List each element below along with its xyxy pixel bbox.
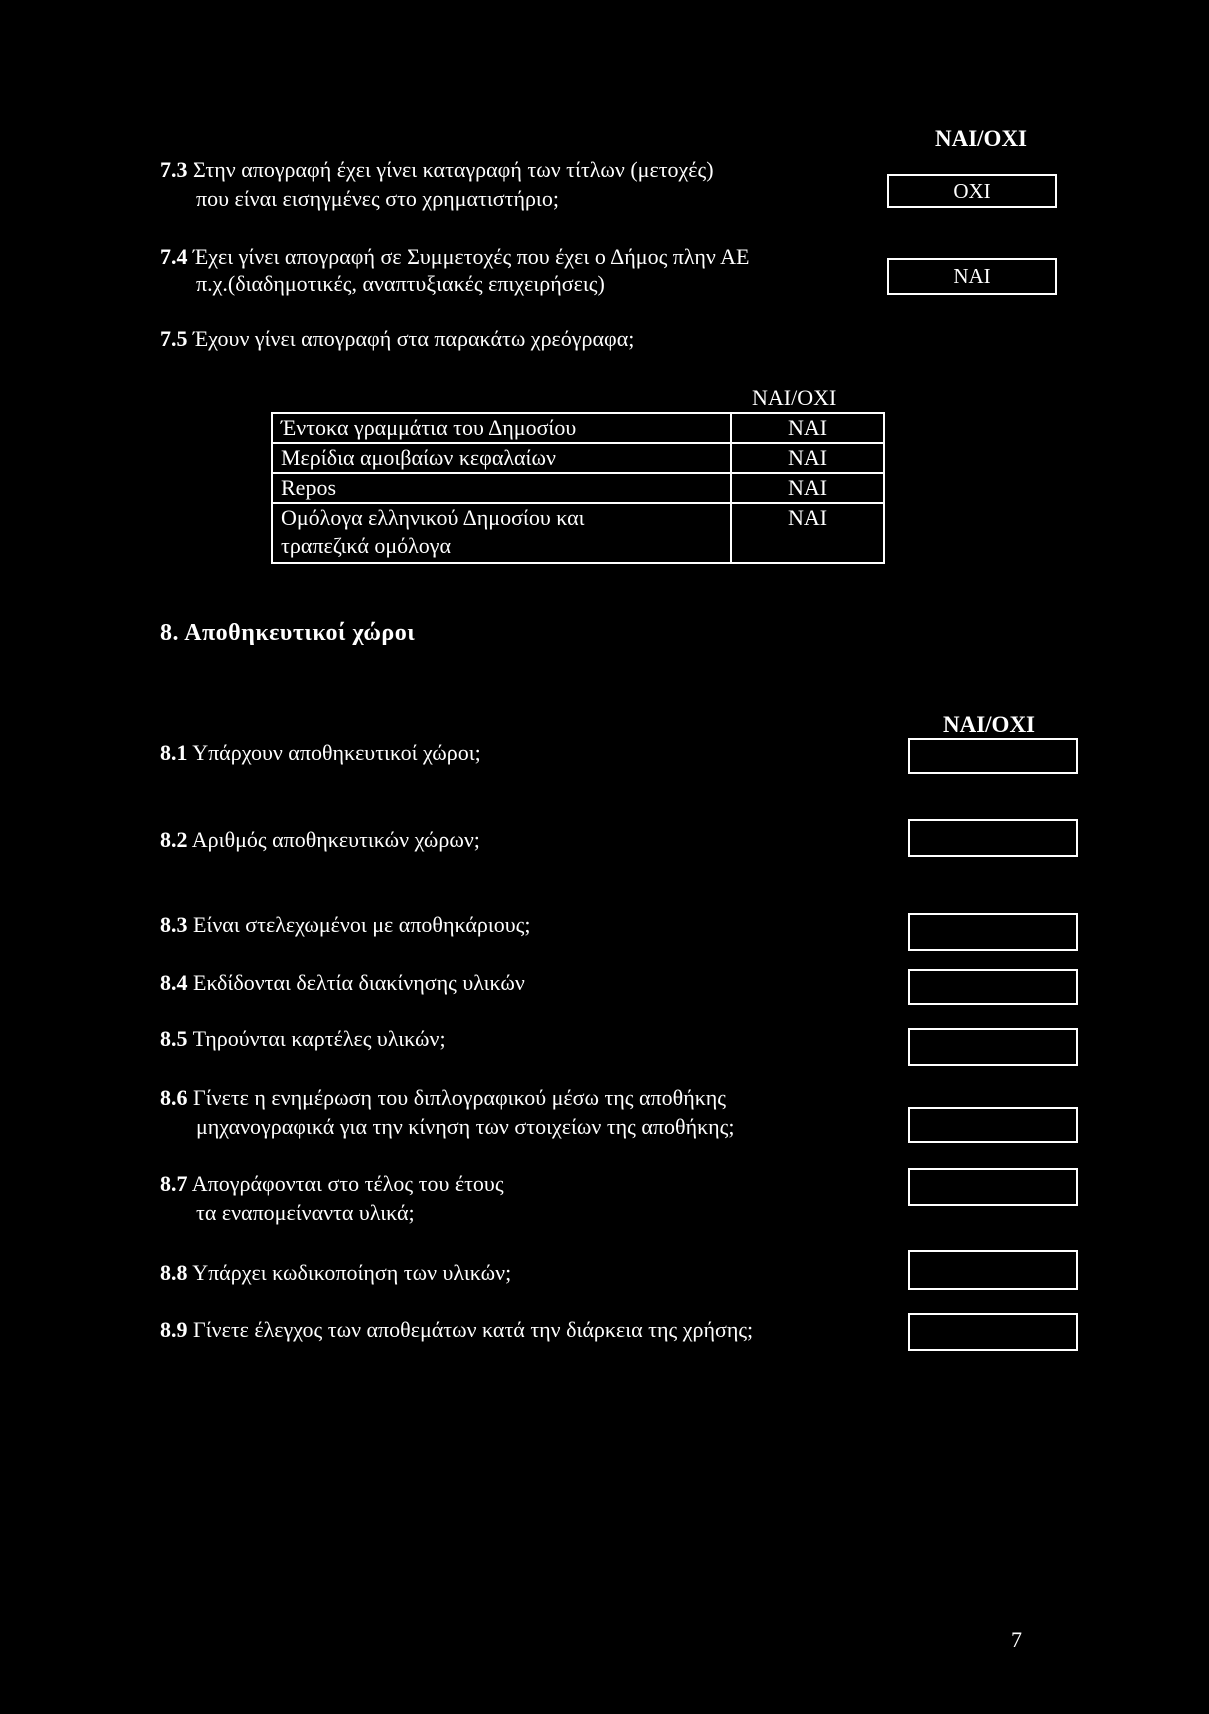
row-value[interactable]: ΝΑΙ (731, 413, 884, 443)
question-number: 7.4 (160, 244, 188, 269)
question-text: Υπάρχουν αποθηκευτικοί χώροι; (192, 740, 481, 765)
securities-table (271, 412, 885, 564)
table-row (272, 503, 884, 563)
answer-box-8-1[interactable] (908, 738, 1078, 774)
question-text: Τηρούνται καρτέλες υλικών; (192, 1026, 446, 1051)
question-text: Είναι στελεχωμένοι με αποθηκάριους; (193, 912, 531, 937)
question-text: Απογράφονται στο τέλος του έτους (191, 1171, 504, 1196)
question-7-3 (160, 156, 714, 184)
question-number: 8.8 (160, 1260, 188, 1285)
question-number: 8.6 (160, 1085, 188, 1110)
answer-box-8-7[interactable] (908, 1168, 1078, 1206)
question-8-6 (160, 1084, 726, 1112)
question-8-2 (160, 826, 480, 854)
section-title-text: Αποθηκευτικοί χώροι (184, 620, 416, 646)
table-header: ΝΑΙ/ΟΧΙ (752, 385, 837, 410)
question-number: 8.3 (160, 912, 188, 937)
row-label: Μερίδια αμοιβαίων κεφαλαίων (272, 443, 731, 473)
question-text: Αριθμός αποθηκευτικών χώρων; (191, 827, 480, 852)
question-number: 7.5 (160, 326, 188, 351)
question-8-8 (160, 1259, 511, 1287)
question-8-5 (160, 1025, 446, 1053)
question-8-3 (160, 911, 531, 939)
question-text: Γίνετε έλεγχος των αποθεμάτων κατά την διάρκεια της χρήσης; (193, 1317, 754, 1342)
question-number: 7.3 (160, 157, 188, 182)
question-text: Εκδίδονται δελτία διακίνησης υλικών (193, 970, 525, 995)
question-number: 8.7 (160, 1171, 188, 1196)
section-number: 8. (160, 620, 179, 646)
question-7-4 (160, 243, 749, 271)
question-8-1 (160, 739, 481, 767)
answer-box-8-9[interactable] (908, 1313, 1078, 1351)
answer-box-8-8[interactable] (908, 1250, 1078, 1290)
table-row (272, 443, 884, 473)
question-7-4-line2: π.χ.(διαδημοτικές, αναπτυξιακές επιχειρήσεις) (196, 271, 605, 296)
yes-no-header-8: ΝΑΙ/ΟΧΙ (943, 712, 1036, 737)
answer-box-7-4[interactable]: ΝΑΙ (887, 258, 1057, 295)
question-text: Υπάρχει κωδικοποίηση των υλικών; (192, 1260, 512, 1285)
question-8-4 (160, 969, 525, 997)
question-number: 8.5 (160, 1026, 188, 1051)
page-number: 7 (1011, 1627, 1022, 1652)
table-row (272, 473, 884, 503)
question-text: Γίνετε η ενημέρωση του διπλογραφικού μέσω της αποθήκης (193, 1085, 726, 1110)
row-value[interactable]: ΝΑΙ (731, 503, 884, 563)
answer-box-8-2[interactable] (908, 819, 1078, 857)
section-8-title (160, 620, 415, 647)
question-number: 8.9 (160, 1317, 188, 1342)
answer-box-8-4[interactable] (908, 969, 1078, 1005)
question-number: 8.1 (160, 740, 188, 765)
table-row (272, 413, 884, 443)
answer-box-8-6[interactable] (908, 1107, 1078, 1143)
question-text: Στην απογραφή έχει γίνει καταγραφή των τίτλων (μετοχές) (193, 157, 714, 182)
question-8-6-line2: μηχανογραφικά για την κίνηση των στοιχείων της αποθήκης; (196, 1114, 735, 1139)
row-value[interactable]: ΝΑΙ (731, 443, 884, 473)
question-8-9 (160, 1316, 753, 1344)
question-8-7-line2: τα εναπομείναντα υλικά; (196, 1200, 415, 1225)
question-text: Έχει γίνει απογραφή σε Συμμετοχές που έχει ο Δήμος πλην ΑΕ (193, 244, 750, 269)
row-label: Έντοκα γραμμάτια του Δημοσίου (272, 413, 731, 443)
question-7-3-line2: που είναι εισηγμένες στο χρηματιστήριο; (196, 186, 559, 211)
question-text: Έχουν γίνει απογραφή στα παρακάτω χρεόγραφα; (193, 326, 635, 351)
answer-box-8-5[interactable] (908, 1028, 1078, 1066)
row-label-line2: τραπεζικά ομόλογα (281, 533, 452, 558)
question-7-5 (160, 325, 634, 353)
answer-box-7-3[interactable]: ΟΧΙ (887, 174, 1057, 208)
row-label: Repos (272, 473, 731, 503)
question-number: 8.4 (160, 970, 188, 995)
row-label (272, 503, 731, 563)
question-8-7 (160, 1170, 504, 1198)
row-label-line1: Ομόλογα ελληνικού Δημοσίου και (281, 505, 585, 530)
yes-no-header: ΝΑΙ/ΟΧΙ (935, 126, 1028, 151)
question-number: 8.2 (160, 827, 188, 852)
answer-box-8-3[interactable] (908, 913, 1078, 951)
row-value[interactable]: ΝΑΙ (731, 473, 884, 503)
